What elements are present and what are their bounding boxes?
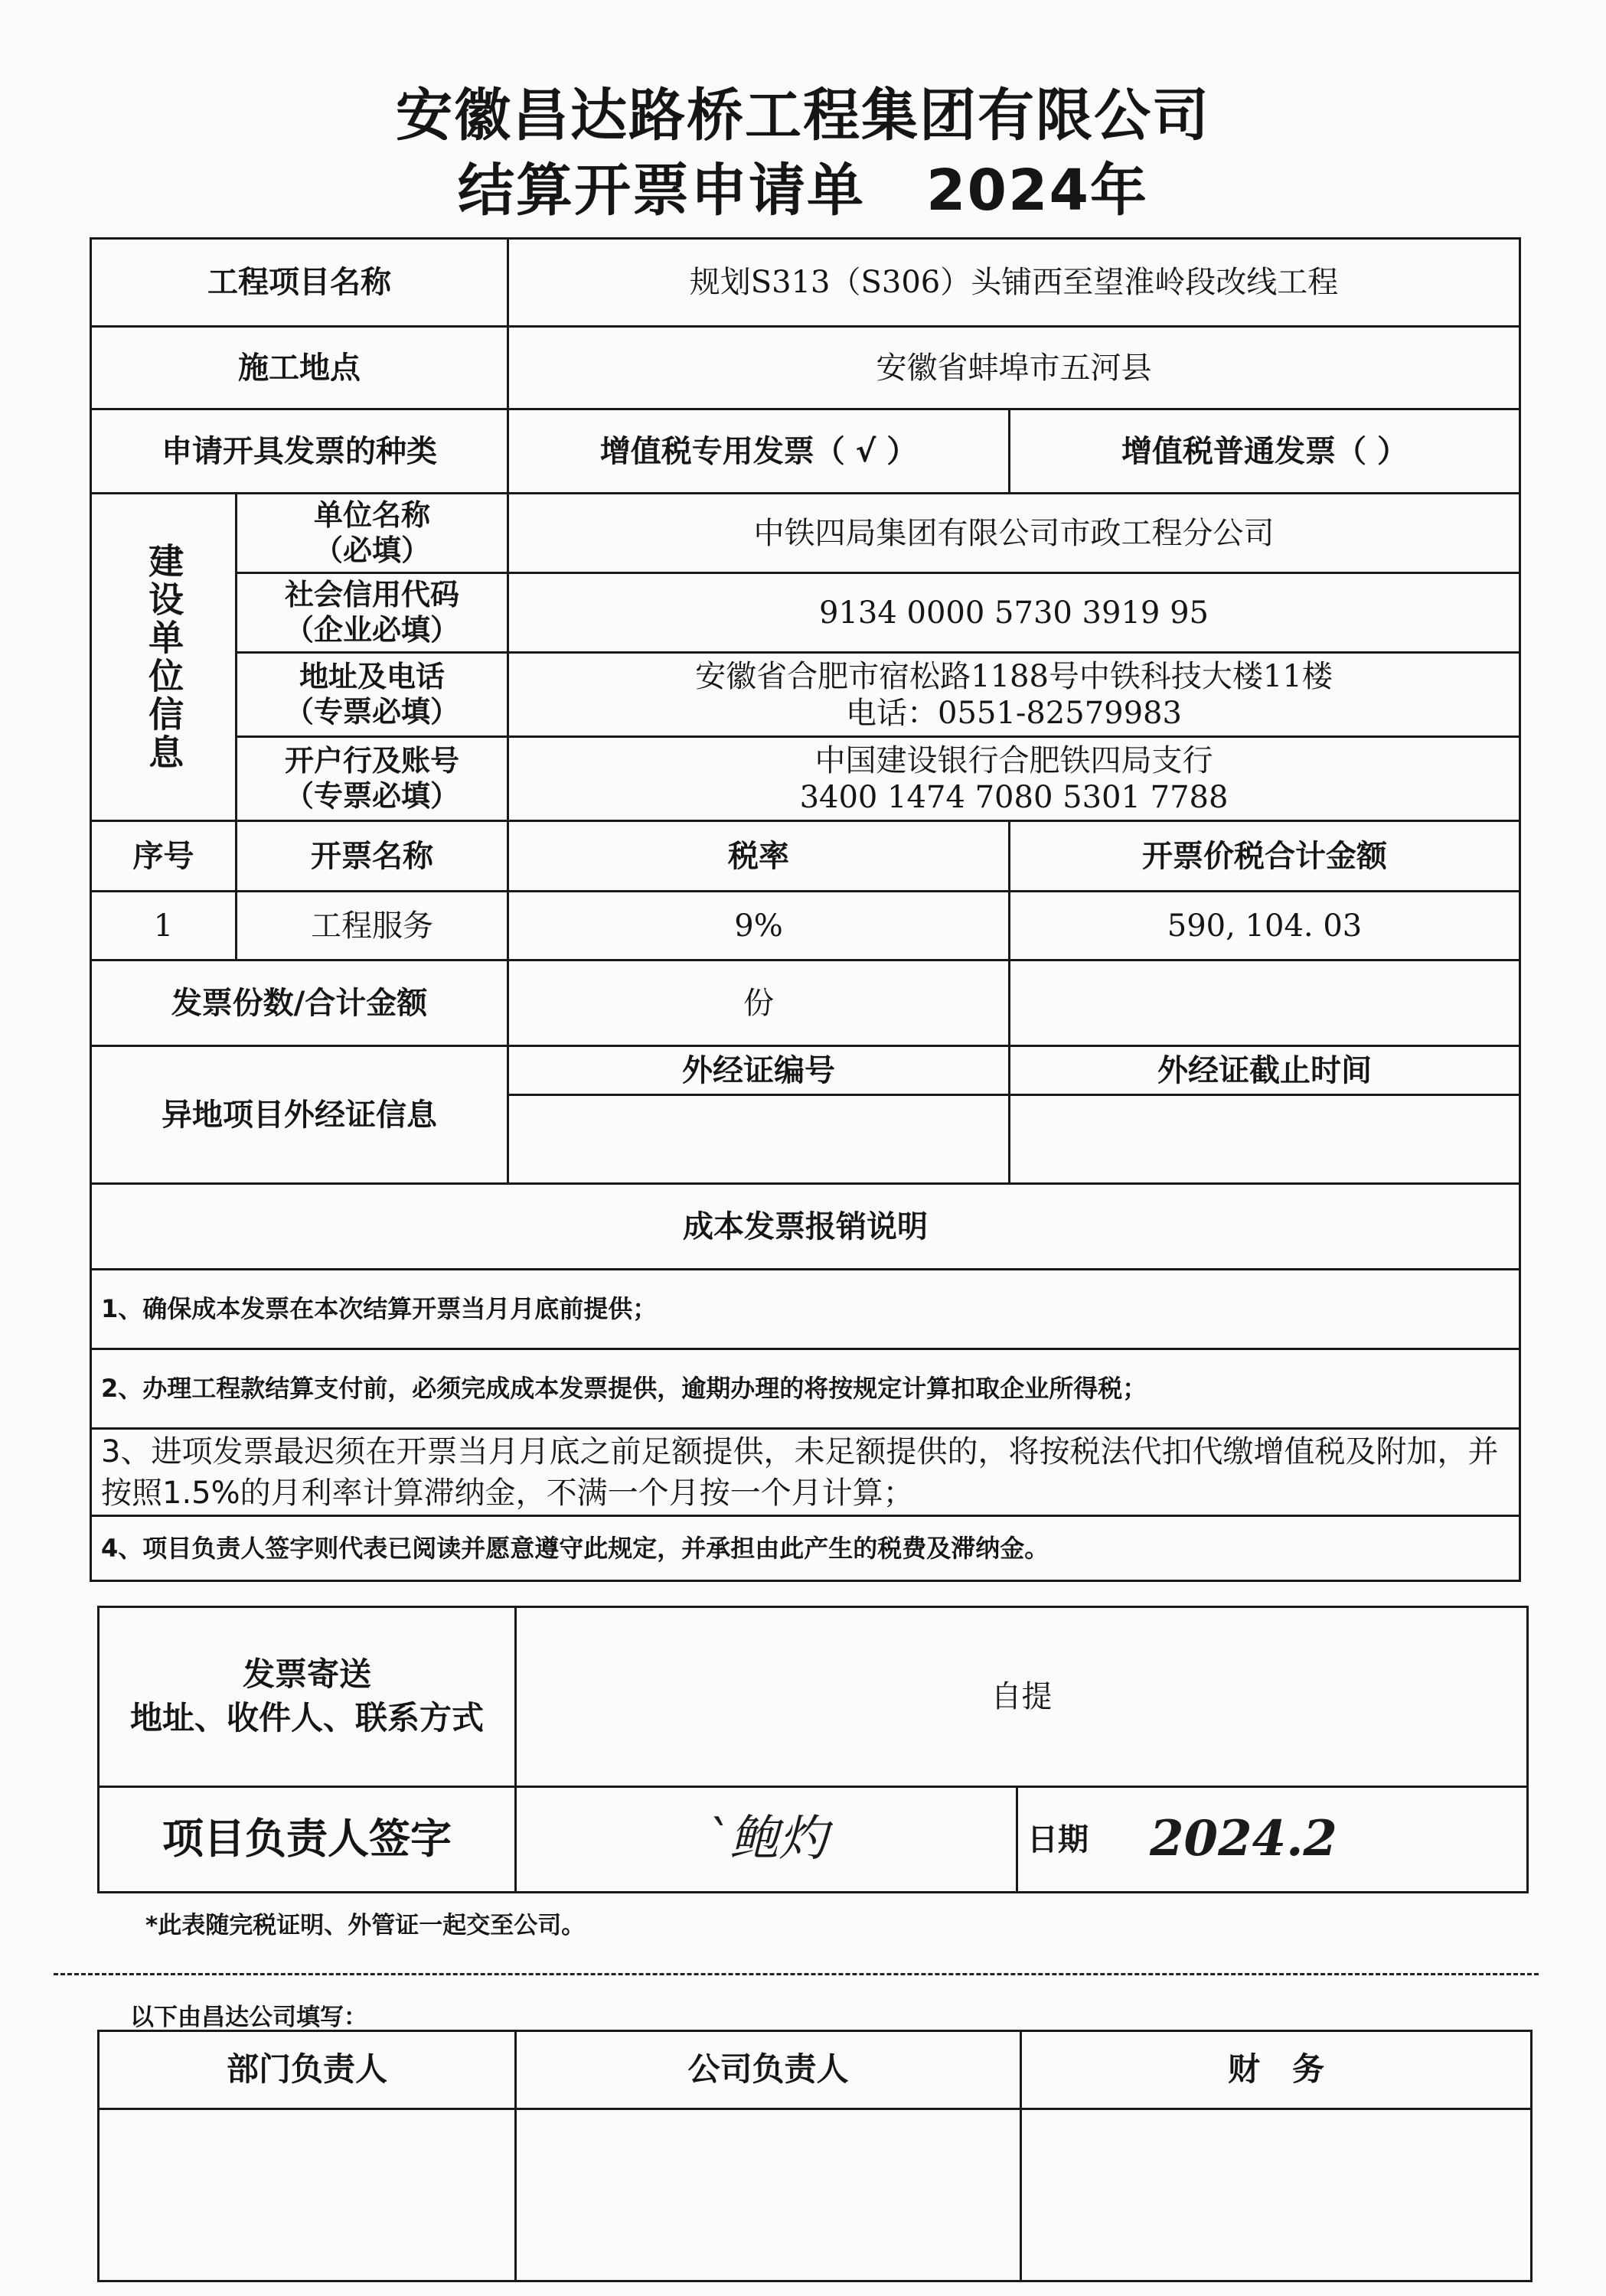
bank-name-line: 中国建设银行合肥铁四局支行 [814, 742, 1213, 778]
external-label: 异地项目外经证信息 [92, 1047, 509, 1185]
company-header-dept: 部门负责人 [100, 2032, 517, 2110]
delivery-value: 自提 [517, 1608, 1529, 1788]
builder-info-label: 建设单位信息 [92, 494, 237, 822]
totals-copies: 份 [509, 961, 1010, 1047]
external-cert-no-value [509, 1096, 1010, 1185]
label-line: 社会信用代码 [284, 577, 459, 612]
site-value: 安徽省蚌埠市五河县 [509, 328, 1521, 410]
signature-label: 项目负责人签字 [100, 1788, 517, 1893]
invoice-type-label: 申请开具发票的种类 [92, 410, 509, 494]
builder-label-bank [237, 738, 509, 822]
label-line: （专票必填） [284, 694, 459, 729]
item-no: 1 [92, 892, 237, 961]
col-header-rate: 税率 [509, 822, 1010, 892]
form-year: 2024年 [926, 158, 1148, 223]
cost-note-2: 2、办理工程款结算支付前，必须完成成本发票提供，逾期办理的将按规定计算扣取企业所得税； [92, 1350, 1521, 1430]
company-section-intro: 以下由昌达公司填写： [130, 2004, 367, 2031]
cost-note-1: 1、确保成本发票在本次结算开票当月月底前提供； [92, 1270, 1521, 1350]
company-header-finance: 财 务 [1022, 2032, 1533, 2110]
builder-unit-value: 中铁四局集团有限公司市政工程分公司 [509, 494, 1521, 574]
label-line: 地址及电话 [299, 659, 445, 693]
phone-line: 电话：0551-82579983 [846, 695, 1182, 731]
project-name-value: 规划S313（S306）头铺西至望淮岭段改线工程 [509, 240, 1521, 328]
label-line: （企业必填） [284, 612, 459, 647]
external-deadline-value [1010, 1096, 1521, 1185]
handwritten-date: 2024.2 [1150, 1810, 1337, 1868]
company-sign-finance [1022, 2110, 1533, 2282]
address-line: 安徽省合肥市宿松路1188号中铁科技大楼11楼 [695, 658, 1333, 694]
company-header-manager: 公司负责人 [517, 2032, 1022, 2110]
external-deadline-label: 外经证截止时间 [1010, 1047, 1521, 1096]
col-header-name: 开票名称 [237, 822, 509, 892]
bank-account-line: 3400 1474 7080 5301 7788 [799, 779, 1229, 815]
form-title [0, 145, 1606, 227]
totals-amount [1010, 961, 1521, 1047]
company-title: 安徽昌达路桥工程集团有限公司 [396, 83, 1210, 148]
signature-cell [517, 1788, 1018, 1893]
item-amount: 590, 104. 03 [1010, 892, 1521, 961]
cost-note-4: 4、项目负责人签字则代表已阅读并愿意遵守此规定，并承担由此产生的税费及滞纳金。 [92, 1517, 1521, 1582]
col-header-no: 序号 [92, 822, 237, 892]
date-label: 日期 [1027, 1821, 1089, 1857]
invoice-type-ordinary: 增值税普通发票（ ） [1010, 410, 1521, 494]
delivery-label [100, 1608, 517, 1788]
footnote: *此表随完税证明、外管证一起交至公司。 [145, 1912, 586, 1939]
builder-credit-value: 9134 0000 5730 3919 95 [509, 574, 1521, 654]
totals-label: 发票份数/合计金额 [92, 961, 509, 1047]
label-line: （必填） [313, 533, 430, 567]
item-rate: 9% [509, 892, 1010, 961]
project-name-label: 工程项目名称 [92, 240, 509, 328]
invoice-type-special: 增值税专用发票（ √ ） [509, 410, 1010, 494]
delivery-label-line2: 地址、收件人、联系方式 [129, 1699, 484, 1737]
builder-label-credit [237, 574, 509, 654]
site-label: 施工地点 [92, 328, 509, 410]
company-sign-dept [100, 2110, 517, 2282]
dashed-separator [54, 1973, 1539, 1975]
label-line: 单位名称 [313, 497, 430, 532]
cost-note-3: 3、进项发票最迟须在开票当月月底之前足额提供，未足额提供的，将按税法代扣代缴增值税及附加，并按照1.5%的月利率计算滞纳金，不满一个月按一个月计算； [92, 1430, 1521, 1517]
col-header-amount: 开票价税合计金额 [1010, 822, 1521, 892]
builder-label-unit [237, 494, 509, 574]
label-line: 开户行及账号 [284, 743, 459, 778]
builder-address-value [509, 654, 1521, 738]
builder-label-address [237, 654, 509, 738]
item-name: 工程服务 [237, 892, 509, 961]
company-sign-manager [517, 2110, 1022, 2282]
builder-bank-value [509, 738, 1521, 822]
delivery-label-line1: 发票寄送 [242, 1655, 371, 1694]
date-cell [1018, 1788, 1529, 1893]
label-line: （专票必填） [284, 778, 459, 813]
cost-notes-title: 成本发票报销说明 [92, 1185, 1521, 1270]
external-cert-no-label: 外经证编号 [509, 1047, 1010, 1096]
form-title-text: 结算开票申请单 [458, 158, 866, 223]
handwritten-signature: `鲍灼 [705, 1811, 827, 1868]
